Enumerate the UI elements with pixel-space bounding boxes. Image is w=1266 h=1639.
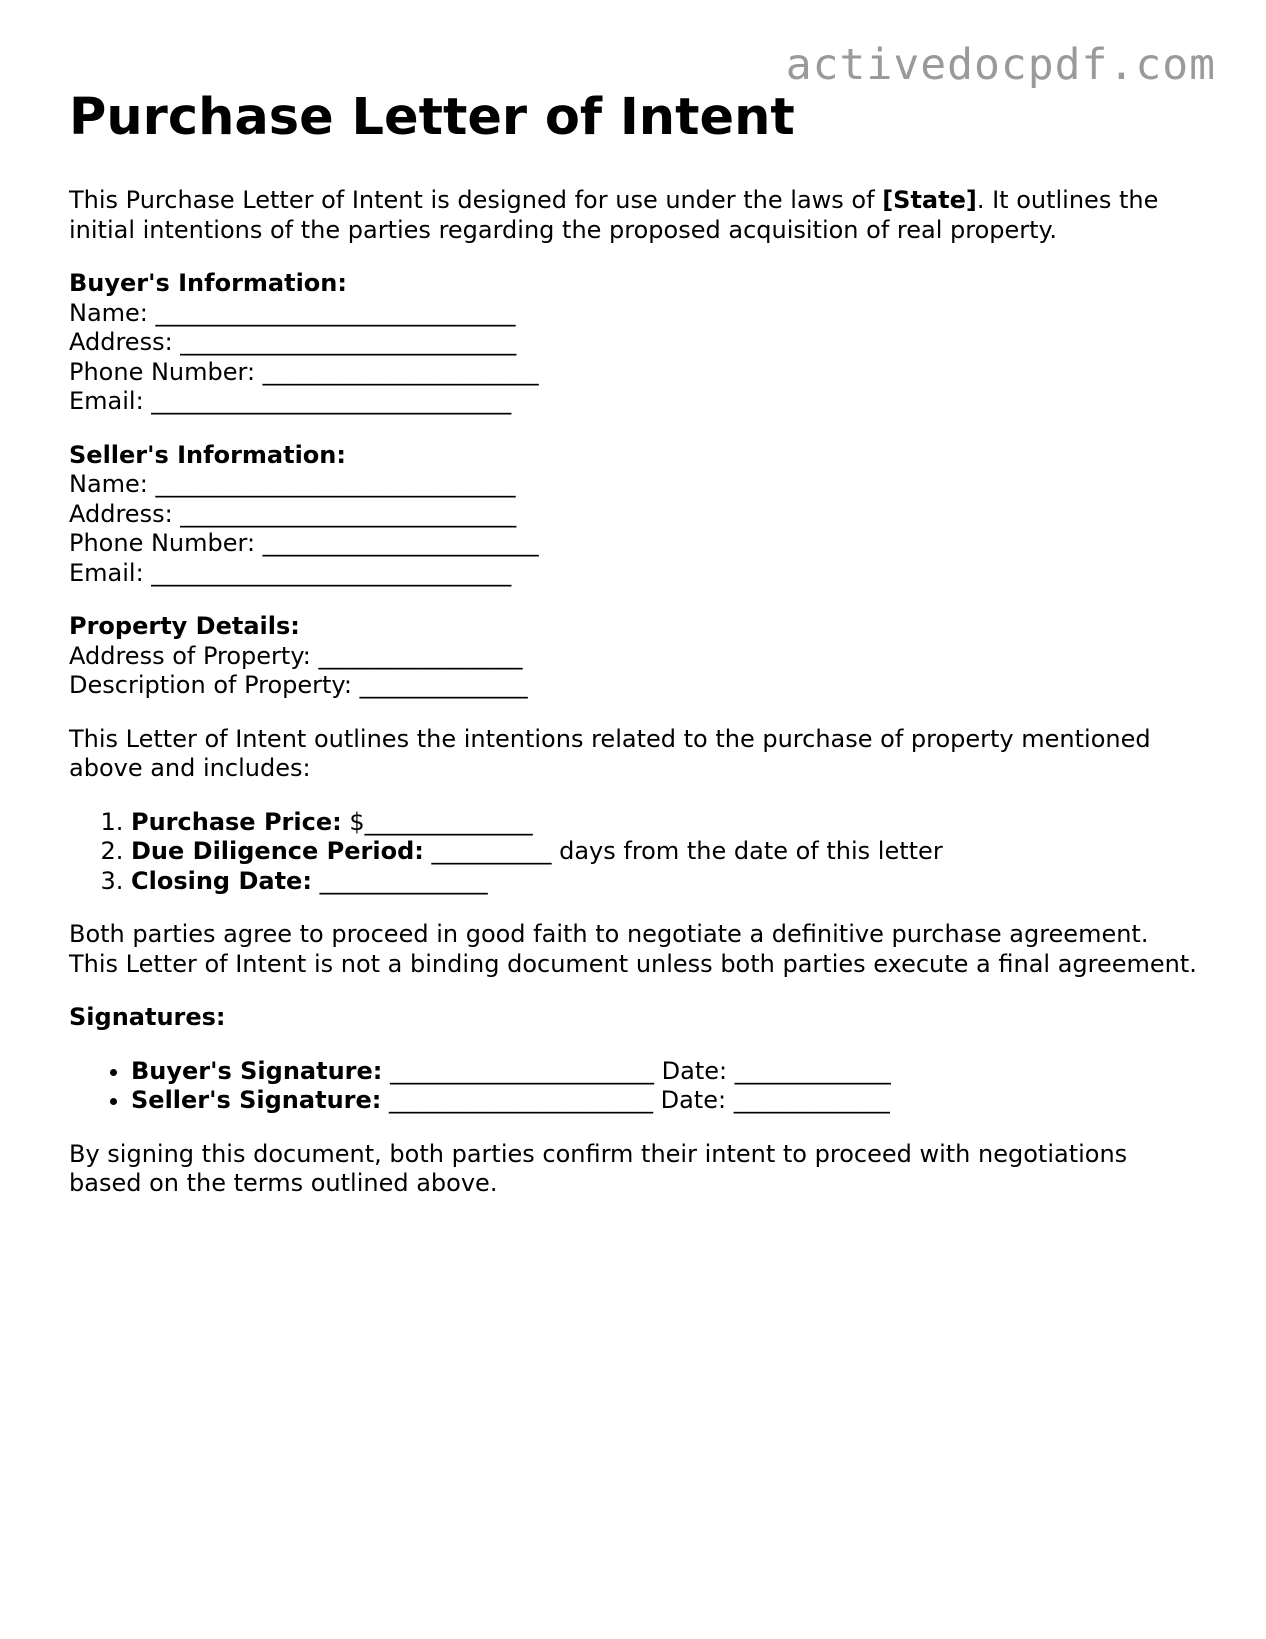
term-value: $______________ [341,807,533,836]
term-purchase-price [131,808,1199,838]
term-value: ______________ [311,866,488,895]
seller-phone-field: Phone Number: _______________________ [69,529,539,557]
property-details-section [69,612,1199,701]
document-page [69,86,1199,1223]
signature-blanks: ______________________ Date: _____________ [381,1086,890,1114]
property-address-field: Address of Property: _________________ [69,641,523,670]
term-label: Closing Date: [131,866,312,895]
loi-intro-paragraph: This Letter of Intent outlines the intentions related to the purchase of property mentioned above and includes: [69,724,1151,782]
seller-heading: Seller's Information: [69,440,346,469]
intro-text-2: . It outlines the initial intentions of the parties regarding the proposed acquisition of real property. [69,186,1159,244]
buyer-address-field: Address: ____________________________ [69,328,517,356]
property-description-field: Description of Property: ______________ [69,671,528,699]
seller-signature-line [131,1086,1199,1116]
closing-paragraph: By signing this document, both parties confirm their intent to proceed with negotiations based on the terms outlined above. [69,1139,1128,1197]
buyer-information-section [69,269,1199,417]
watermark: activedocpdf.com [785,40,1216,90]
terms-list [69,808,1199,897]
seller-email-field: Email: ______________________________ [69,558,512,587]
term-label: Purchase Price: [131,807,342,836]
seller-name-field: Name: ______________________________ [69,470,516,498]
seller-information-section [69,441,1199,589]
signature-blanks: ______________________ Date: _____________ [382,1056,891,1085]
signatures-heading: Signatures: [69,1003,226,1031]
intro-text-1: This Purchase Letter of Intent is designed for use under the laws of [69,186,883,214]
property-heading: Property Details: [69,612,300,640]
term-value: __________ days from the date of this letter [423,837,943,865]
buyer-email-field: Email: ______________________________ [69,387,512,415]
term-due-diligence [131,837,1199,867]
signatures-list [69,1057,1199,1116]
signature-label: Seller's Signature: [131,1086,382,1114]
term-label: Due Diligence Period: [131,837,424,865]
buyer-heading: Buyer's Information: [69,269,347,297]
buyer-signature-line [131,1057,1199,1087]
intro-paragraph [69,186,1199,245]
signature-label: Buyer's Signature: [131,1056,383,1085]
buyer-phone-field: Phone Number: _______________________ [69,357,539,386]
term-closing-date [131,867,1199,897]
state-placeholder: [State] [882,186,977,214]
document-title: Purchase Letter of Intent [69,88,795,147]
buyer-name-field: Name: ______________________________ [69,298,516,327]
seller-address-field: Address: ____________________________ [69,499,517,528]
agreement-paragraph: Both parties agree to proceed in good faith to negotiate a definitive purchase agreement. This Letter of Intent is not a binding document unless both parties execute a final agreement. [69,920,1197,978]
